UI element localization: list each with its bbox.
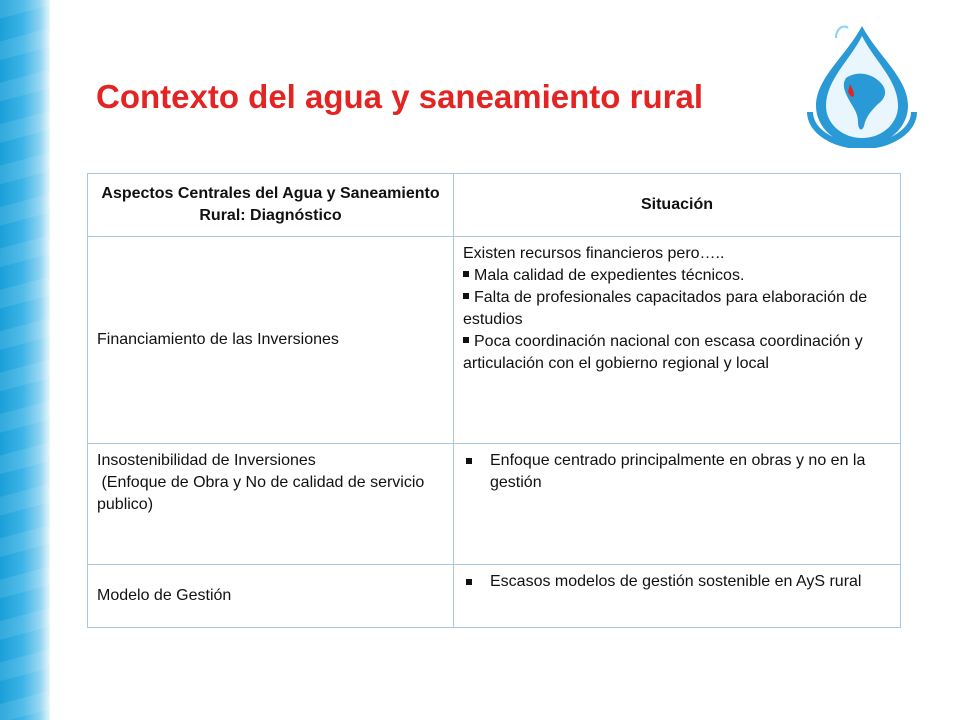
aspect-cell: Insostenibilidad de Inversiones (Enfoque de Obra y No de calidad de servicio publico) xyxy=(88,444,454,565)
square-bullet-icon xyxy=(463,293,469,299)
list-item: Mala calidad de expedientes técnicos. xyxy=(463,265,891,287)
table-row xyxy=(88,237,901,444)
square-bullet-icon xyxy=(463,271,469,277)
situation-cell xyxy=(454,444,901,565)
aspect-cell: Modelo de Gestión xyxy=(88,565,454,628)
water-drop-south-america-logo-icon xyxy=(806,22,918,148)
list-item: Falta de profesionales capacitados para elaboración de estudios xyxy=(463,289,868,328)
list-item: Escasos modelos de gestión sostenible en AyS rural xyxy=(463,571,891,593)
situation-cell xyxy=(454,237,901,444)
situation-intro: Existen recursos financieros pero….. xyxy=(463,245,725,262)
square-bullet-icon xyxy=(466,458,472,464)
square-bullet-icon xyxy=(466,579,472,585)
header-situacion: Situación xyxy=(454,174,901,237)
aspect-cell: Financiamiento de las Inversiones xyxy=(88,237,454,444)
page-title: Contexto del agua y saneamiento rural xyxy=(96,78,703,115)
situation-cell xyxy=(454,565,901,628)
list-item: Poca coordinación nacional con escasa coordinación y articulación con el gobierno regional y local xyxy=(463,333,863,372)
table-row xyxy=(88,444,901,565)
square-bullet-icon xyxy=(463,337,469,343)
decorative-side-band xyxy=(0,0,50,720)
diagnostic-table xyxy=(87,173,901,628)
list-item: Enfoque centrado principalmente en obras y no en la gestión xyxy=(463,450,891,494)
table-row xyxy=(88,565,901,628)
header-aspectos: Aspectos Centrales del Agua y Saneamiento Rural: Diagnóstico xyxy=(88,174,454,237)
table-header-row xyxy=(88,174,901,237)
